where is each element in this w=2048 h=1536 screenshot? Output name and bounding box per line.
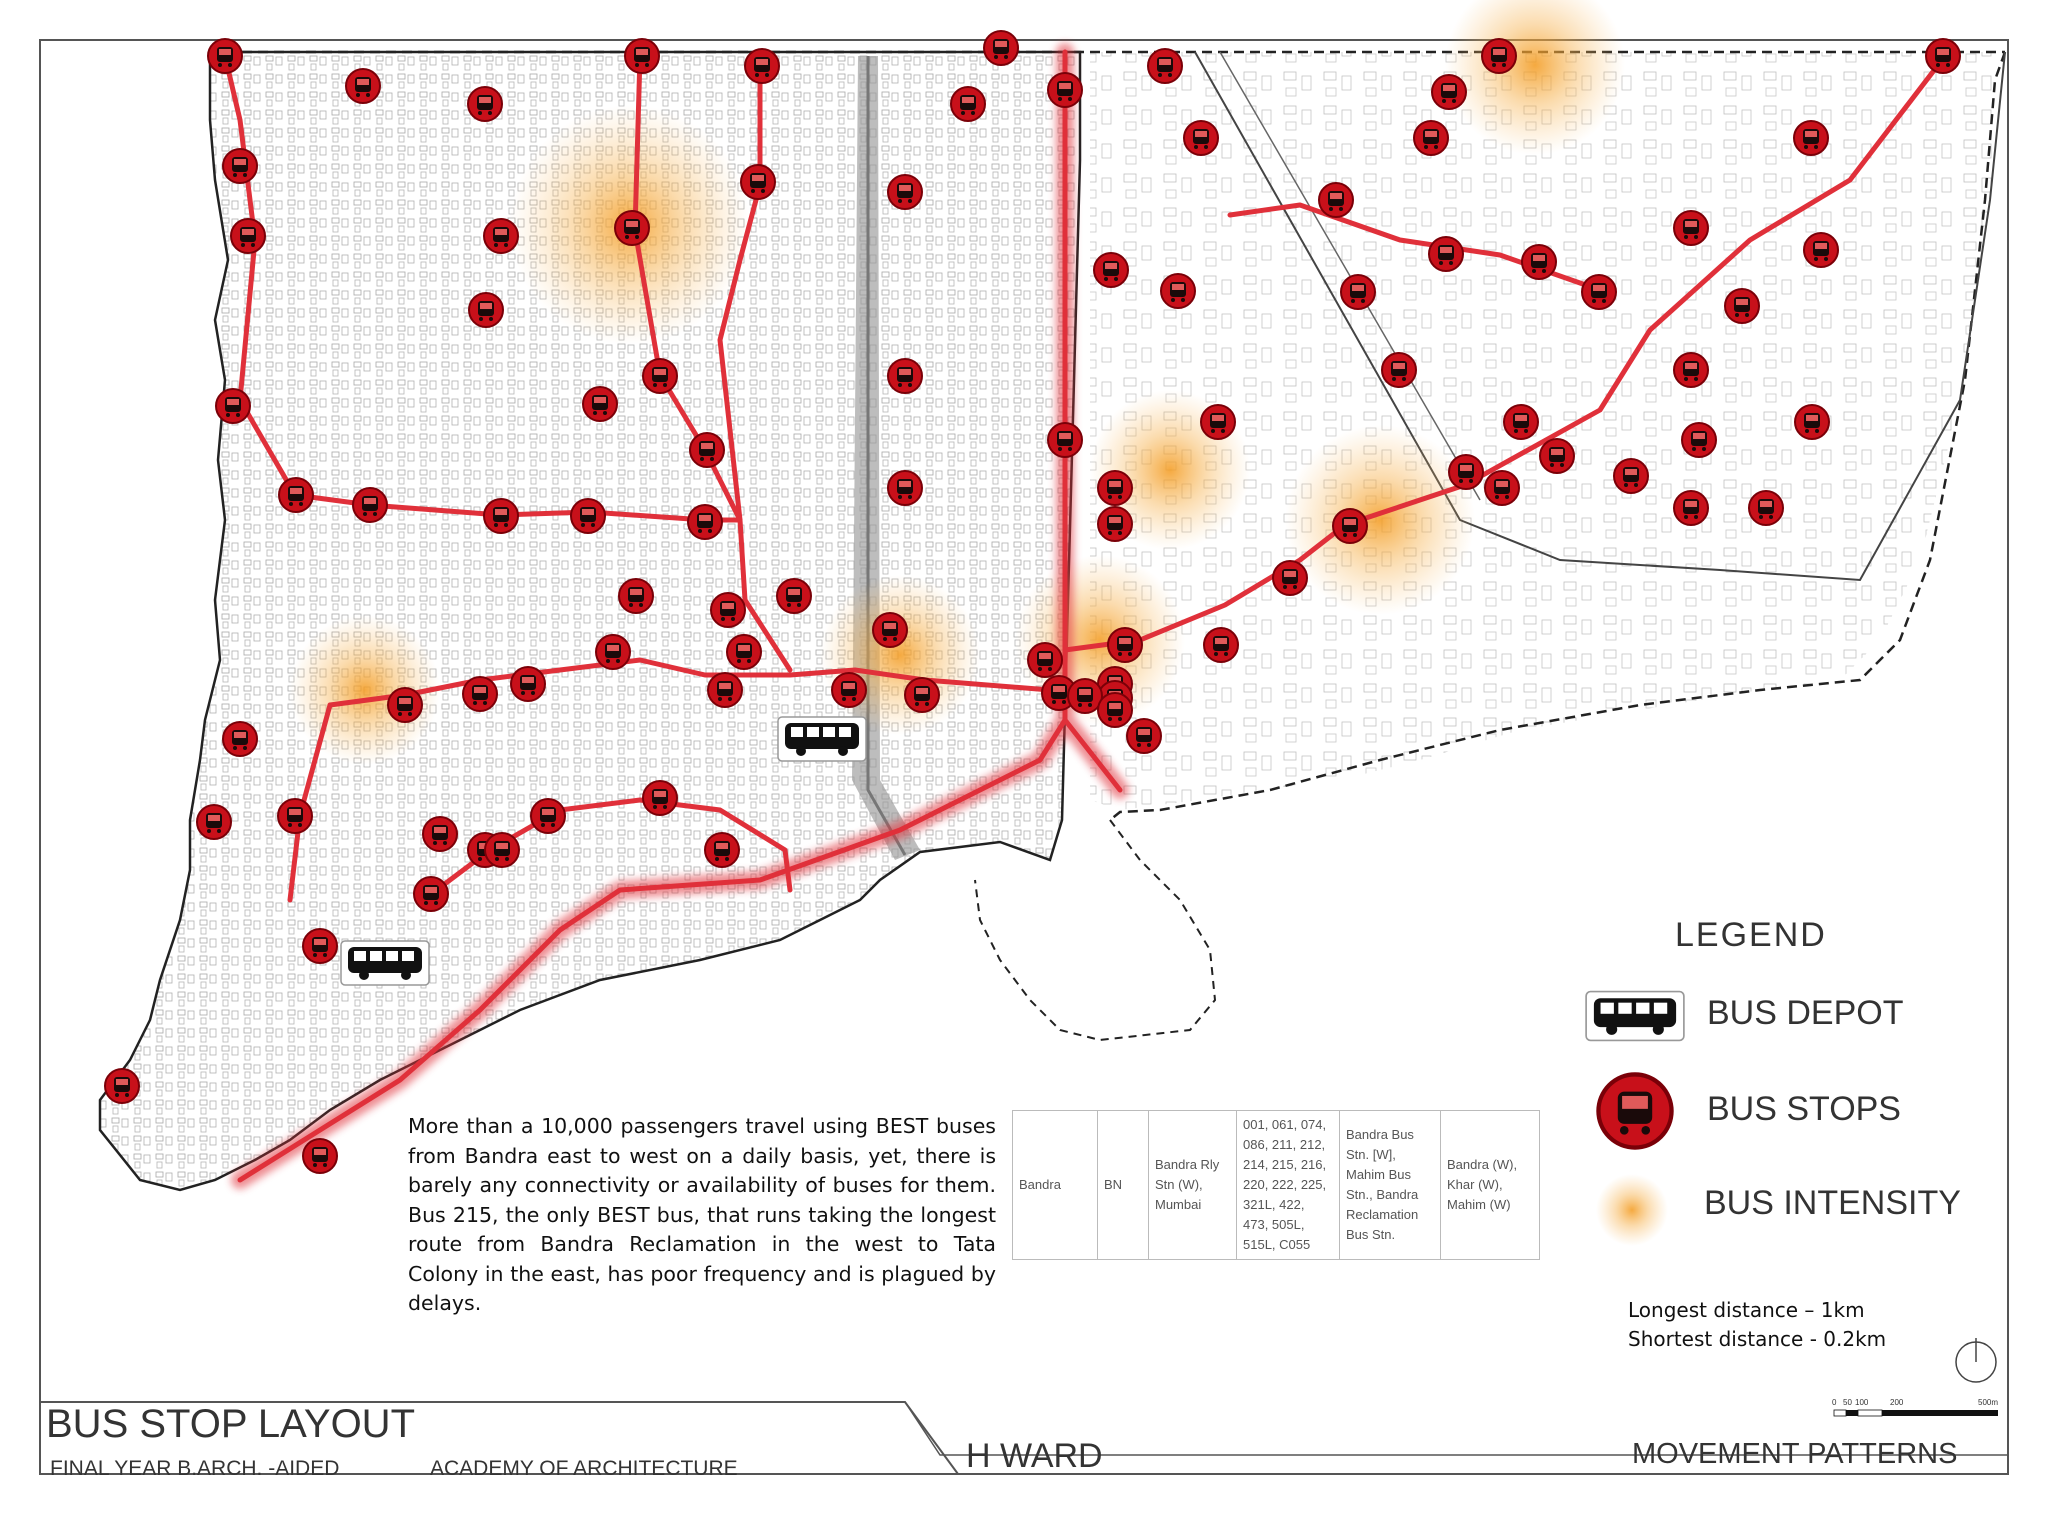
- ward-name: H WARD: [966, 1437, 1103, 1475]
- bus-stop-icon[interactable]: [1094, 253, 1128, 287]
- bus-stop-icon[interactable]: [1201, 405, 1235, 439]
- table-cell: Bandra (W), Khar (W), Mahim (W): [1441, 1111, 1540, 1260]
- legend-label-depot: BUS DEPOT: [1707, 994, 1904, 1032]
- bus-stop-icon[interactable]: [1048, 423, 1082, 457]
- legend-label-stops: BUS STOPS: [1707, 1090, 1901, 1128]
- bus-stop-icon[interactable]: [1148, 49, 1182, 83]
- bus-stop-icon[interactable]: [905, 678, 939, 712]
- bus-stop-icon[interactable]: [1485, 471, 1519, 505]
- sheet-title: BUS STOP LAYOUT: [46, 1402, 416, 1446]
- bus-stop-icon[interactable]: [1127, 719, 1161, 753]
- bus-stop-icon[interactable]: [643, 359, 677, 393]
- table-cell: Bandra Rly Stn (W), Mumbai: [1149, 1111, 1237, 1260]
- bus-stop-icon[interactable]: [888, 359, 922, 393]
- bus-stop-icon[interactable]: [511, 667, 545, 701]
- bus-stop-icon[interactable]: [223, 149, 257, 183]
- bus-stop-icon[interactable]: [353, 488, 387, 522]
- bus-stop-icon[interactable]: [197, 805, 231, 839]
- distance-notes: [1628, 1296, 1886, 1354]
- bus-stop-icon[interactable]: [643, 781, 677, 815]
- bus-stop-icon[interactable]: [1804, 233, 1838, 267]
- table-cell: 001, 061, 074, 086, 211, 212, 214, 215, 216, 220, 222, 225, 321L, 422, 473, 505L, 515L, C055: [1237, 1111, 1340, 1260]
- bus-stop-icon[interactable]: [1482, 39, 1516, 73]
- bus-stop-icon[interactable]: [303, 1139, 337, 1173]
- bus-stop-icon[interactable]: [423, 817, 457, 851]
- bus-stop-icon[interactable]: [888, 175, 922, 209]
- bus-stop-icon[interactable]: [1794, 121, 1828, 155]
- bus-stop-icon[interactable]: [1582, 275, 1616, 309]
- bus-stop-icon[interactable]: [463, 677, 497, 711]
- bus-stop-icon[interactable]: [1674, 211, 1708, 245]
- bus-stop-icon: [1598, 1074, 1671, 1147]
- bus-stop-icon[interactable]: [1161, 274, 1195, 308]
- intensity-glow: [820, 575, 980, 735]
- intensity-glow: [1285, 425, 1475, 615]
- shortest-distance: Shortest distance - 0.2km: [1628, 1327, 1887, 1351]
- bus-stop-icon[interactable]: [711, 593, 745, 627]
- bus-stop-icon[interactable]: [625, 39, 659, 73]
- route-table: [1012, 1110, 1540, 1260]
- bus-stop-icon[interactable]: [1449, 455, 1483, 489]
- bus-stop-icon[interactable]: [231, 219, 265, 253]
- bus-stop-icon[interactable]: [279, 478, 313, 512]
- bus-depot-icon: [1586, 992, 1684, 1041]
- bus-stop-icon[interactable]: [1319, 183, 1353, 217]
- scale-label: 0: [1832, 1398, 1837, 1407]
- bus-stop-icon[interactable]: [1674, 491, 1708, 525]
- bus-stop-icon[interactable]: [1273, 561, 1307, 595]
- bus-stop-icon[interactable]: [1098, 507, 1132, 541]
- bus-stop-icon[interactable]: [414, 877, 448, 911]
- bus-stop-icon[interactable]: [1098, 693, 1132, 727]
- bus-stop-icon[interactable]: [1341, 275, 1375, 309]
- bus-stop-icon[interactable]: [741, 165, 775, 199]
- sheet-name: MOVEMENT PATTERNS: [1632, 1438, 1958, 1470]
- table-cell: Bandra Bus Stn. [W], Mahim Bus Stn., Bandra Reclamation Bus Stn.: [1340, 1111, 1441, 1260]
- bus-stop-icon[interactable]: [984, 31, 1018, 65]
- bus-stop-icon[interactable]: [105, 1069, 139, 1103]
- scale-label: 200: [1890, 1398, 1904, 1407]
- bus-stop-icon[interactable]: [1432, 75, 1466, 109]
- bus-stop-icon[interactable]: [596, 635, 630, 669]
- bus-stop-icon[interactable]: [1048, 73, 1082, 107]
- scale-bar: [1832, 1398, 1998, 1416]
- bus-stop-icon[interactable]: [216, 389, 250, 423]
- bus-stop-icon[interactable]: [1926, 39, 1960, 73]
- bus-stop-icon[interactable]: [619, 579, 653, 613]
- bus-stop-icon[interactable]: [468, 87, 502, 121]
- bus-stop-icon[interactable]: [1682, 423, 1716, 457]
- bus-stop-icon[interactable]: [1749, 491, 1783, 525]
- bus-stop-icon[interactable]: [1382, 353, 1416, 387]
- bus-stop-icon[interactable]: [303, 929, 337, 963]
- bus-stop-icon[interactable]: [1098, 471, 1132, 505]
- legend-label-intensity: BUS INTENSITY: [1704, 1184, 1961, 1222]
- legend-heading: LEGEND: [1675, 916, 1827, 954]
- bus-stop-icon[interactable]: [571, 499, 605, 533]
- bus-stop-icon[interactable]: [727, 635, 761, 669]
- bus-stop-icon[interactable]: [690, 433, 724, 467]
- bus-stop-icon[interactable]: [1429, 237, 1463, 271]
- bus-stop-icon[interactable]: [1184, 121, 1218, 155]
- bus-stop-icon[interactable]: [469, 293, 503, 327]
- bus-stop-icon[interactable]: [951, 87, 985, 121]
- bus-stop-icon[interactable]: [1333, 509, 1367, 543]
- bus-stop-icon[interactable]: [832, 673, 866, 707]
- table-cell: Bandra: [1013, 1111, 1098, 1260]
- north-arrow: [1956, 1338, 1996, 1382]
- scale-label: 100: [1855, 1398, 1869, 1407]
- bus-stop-icon[interactable]: [388, 688, 422, 722]
- bus-stop-icon[interactable]: [688, 505, 722, 539]
- bus-stop-icon[interactable]: [1614, 459, 1648, 493]
- bus-stop-icon[interactable]: [615, 211, 649, 245]
- scale-label: 500m: [1978, 1398, 1999, 1407]
- bus-stop-icon[interactable]: [583, 387, 617, 421]
- bus-depot-icon[interactable]: [778, 717, 866, 761]
- table-cell: BN: [1098, 1111, 1149, 1260]
- course-name: FINAL YEAR B.ARCH. -AIDED: [50, 1457, 340, 1480]
- bus-stop-icon[interactable]: [1204, 628, 1238, 662]
- scale-label: 50: [1843, 1398, 1852, 1407]
- institute-name: ACADEMY OF ARCHITECTURE: [430, 1457, 738, 1480]
- bus-stop-icon[interactable]: [705, 833, 739, 867]
- bus-stop-icon[interactable]: [777, 579, 811, 613]
- title-block: [40, 1402, 2008, 1480]
- bus-stop-icon[interactable]: [1674, 353, 1708, 387]
- bus-stop-icon[interactable]: [1522, 245, 1556, 279]
- bus-stop-icon[interactable]: [1540, 439, 1574, 473]
- legend: [1586, 916, 1961, 1246]
- bus-stop-icon[interactable]: [484, 219, 518, 253]
- longest-distance: Longest distance – 1km: [1628, 1298, 1865, 1322]
- bus-stop-icon[interactable]: [531, 799, 565, 833]
- bus-depot-icon[interactable]: [341, 941, 429, 985]
- table-row: [1013, 1111, 1540, 1260]
- bus-stop-icon[interactable]: [484, 499, 518, 533]
- bus-stop-icon[interactable]: [1068, 679, 1102, 713]
- bus-stop-icon[interactable]: [208, 39, 242, 73]
- bus-stop-icon[interactable]: [745, 49, 779, 83]
- bus-stop-icon[interactable]: [346, 69, 380, 103]
- description-text: More than a 10,000 passengers travel using BEST buses from Bandra east to west on a daily basis, yet, there is barely any connectivity or availability of buses for them. Bus 215, the only BEST bus, that runs taking the longest route from Bandra Reclamation in the west to Tata Colony in the east, has poor frequency and is plagued by delays.: [408, 1114, 996, 1315]
- bus-stop-icon[interactable]: [1795, 405, 1829, 439]
- bus-stop-icon[interactable]: [485, 833, 519, 867]
- bus-stop-icon[interactable]: [708, 673, 742, 707]
- bus-stop-icon[interactable]: [888, 471, 922, 505]
- bus-stop-icon[interactable]: [873, 613, 907, 647]
- bus-stop-icon[interactable]: [1028, 643, 1062, 677]
- bus-stop-icon[interactable]: [1725, 289, 1759, 323]
- bus-stop-icon[interactable]: [1414, 121, 1448, 155]
- bus-stop-icon[interactable]: [223, 722, 257, 756]
- bus-intensity-glow: [1596, 1174, 1668, 1246]
- bus-stop-icon[interactable]: [1108, 628, 1142, 662]
- reclamation-boundary: [975, 820, 1215, 1040]
- bus-stop-icon[interactable]: [278, 799, 312, 833]
- bus-stop-icon[interactable]: [1504, 405, 1538, 439]
